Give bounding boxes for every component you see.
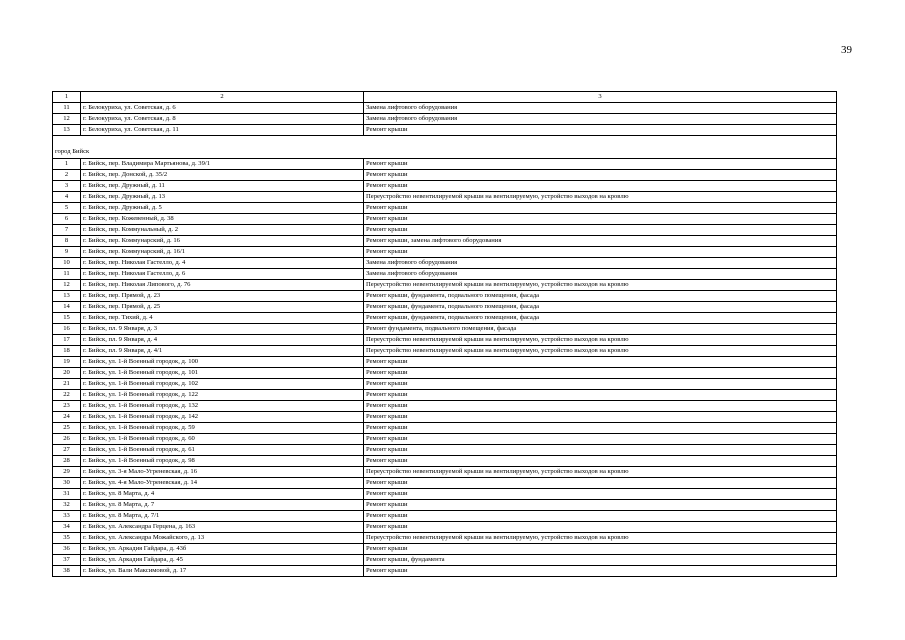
row-work: Ремонт крыши, фундамента, подвального помещения, фасада: [364, 313, 837, 324]
row-address: г. Бийск, пер. Николая Гастелло, д. 4: [81, 258, 364, 269]
table-row: [53, 489, 837, 500]
row-number: 30: [53, 478, 81, 489]
row-number: 36: [53, 544, 81, 555]
table-row: [53, 566, 837, 577]
row-address: г. Бийск, ул. Александра Герцена, д. 163: [81, 522, 364, 533]
row-work: Ремонт крыши: [364, 478, 837, 489]
row-number: 9: [53, 247, 81, 258]
table-row: [53, 125, 837, 136]
table-row: [53, 214, 837, 225]
row-address: г. Бийск, ул. 1-й Военный городок, д. 98: [81, 456, 364, 467]
row-number: 31: [53, 489, 81, 500]
table-row: [53, 291, 837, 302]
row-number: 27: [53, 445, 81, 456]
row-number: 26: [53, 434, 81, 445]
row-address: г. Бийск, пер. Николая Гастелло, д. 6: [81, 269, 364, 280]
repair-register-table: [52, 91, 837, 577]
row-work: Ремонт фундамента, подвального помещения, фасада: [364, 324, 837, 335]
row-work: Переустройство невентилируемой крыши на вентилируемую, устройство выходов на кровлю: [364, 192, 837, 203]
row-address: г. Бийск, ул. 1-й Военный городок, д. 132: [81, 401, 364, 412]
row-address: г. Бийск, пер. Коммунарский, д. 16/1: [81, 247, 364, 258]
row-work: Ремонт крыши: [364, 357, 837, 368]
row-address: г. Бийск, пл. 9 Января, д. 4: [81, 335, 364, 346]
row-work: Ремонт крыши, фундамента, подвального помещения, фасада: [364, 302, 837, 313]
row-number: 13: [53, 125, 81, 136]
row-address: г. Бийск, пл. 9 Января, д. 4/1: [81, 346, 364, 357]
row-number: 11: [53, 103, 81, 114]
table-row: [53, 533, 837, 544]
row-number: 10: [53, 258, 81, 269]
table-row: [53, 225, 837, 236]
section-title: город Бийск: [53, 136, 837, 159]
row-number: 13: [53, 291, 81, 302]
row-work: Ремонт крыши: [364, 225, 837, 236]
row-address: г. Бийск, ул. 1-й Военный городок, д. 102: [81, 379, 364, 390]
row-address: г. Белокуриха, ул. Советская, д. 8: [81, 114, 364, 125]
row-work: Ремонт крыши: [364, 401, 837, 412]
row-work: Ремонт крыши: [364, 522, 837, 533]
row-number: 3: [53, 181, 81, 192]
table-row: [53, 423, 837, 434]
row-number: 38: [53, 566, 81, 577]
row-number: 28: [53, 456, 81, 467]
column-number-header-row: [53, 92, 837, 103]
table-row: [53, 170, 837, 181]
table-row: [53, 192, 837, 203]
row-address: г. Бийск, ул. Александра Можайского, д. 13: [81, 533, 364, 544]
row-work: Переустройство невентилируемой крыши на вентилируемую, устройство выходов на кровлю: [364, 280, 837, 291]
row-address: г. Бийск, пер. Коммунальный, д. 2: [81, 225, 364, 236]
table-row: [53, 412, 837, 423]
row-address: г. Бийск, пер. Дружный, д. 11: [81, 181, 364, 192]
section-row: [53, 136, 837, 159]
row-number: 11: [53, 269, 81, 280]
table-row: [53, 302, 837, 313]
table-row: [53, 478, 837, 489]
row-address: г. Бийск, пер. Владимира Мартьянова, д. 39/1: [81, 159, 364, 170]
row-work: Переустройство невентилируемой крыши на вентилируемую, устройство выходов на кровлю: [364, 335, 837, 346]
row-address: г. Бийск, ул. Аркадия Гайдара, д. 43б: [81, 544, 364, 555]
row-number: 33: [53, 511, 81, 522]
row-number: 22: [53, 390, 81, 401]
row-address: г. Бийск, пер. Прямой, д. 23: [81, 291, 364, 302]
table-row: [53, 203, 837, 214]
row-work: Переустройство невентилируемой крыши на вентилируемую, устройство выходов на кровлю: [364, 467, 837, 478]
table-row: [53, 324, 837, 335]
row-number: 12: [53, 280, 81, 291]
table-row: [53, 522, 837, 533]
table-body: [53, 92, 837, 577]
row-work: Переустройство невентилируемой крыши на вентилируемую, устройство выходов на кровлю: [364, 346, 837, 357]
table-row: [53, 456, 837, 467]
row-work: Ремонт крыши: [364, 170, 837, 181]
row-address: г. Бийск, ул. 8 Марта, д. 7: [81, 500, 364, 511]
table-row: [53, 335, 837, 346]
row-work: Замена лифтового оборудования: [364, 103, 837, 114]
row-work: Ремонт крыши, фундамента: [364, 555, 837, 566]
row-work: Ремонт крыши: [364, 181, 837, 192]
row-work: Ремонт крыши, фундамента, подвального помещения, фасада: [364, 291, 837, 302]
table-row: [53, 280, 837, 291]
row-number: 4: [53, 192, 81, 203]
row-number: 34: [53, 522, 81, 533]
row-address: г. Бийск, пер. Коммунарский, д. 16: [81, 236, 364, 247]
row-work: Ремонт крыши: [364, 445, 837, 456]
row-number: 1: [53, 159, 81, 170]
row-work: Ремонт крыши: [364, 423, 837, 434]
row-address: г. Бийск, ул. Вали Максимовой, д. 17: [81, 566, 364, 577]
row-number: 20: [53, 368, 81, 379]
row-address: г. Бийск, пер. Дружный, д. 5: [81, 203, 364, 214]
table-row: [53, 434, 837, 445]
row-work: Ремонт крыши: [364, 368, 837, 379]
row-number: 18: [53, 346, 81, 357]
row-number: 32: [53, 500, 81, 511]
row-work: Ремонт крыши: [364, 390, 837, 401]
table-row: [53, 368, 837, 379]
row-address: г. Бийск, ул. 1-й Военный городок, д. 100: [81, 357, 364, 368]
row-number: 37: [53, 555, 81, 566]
row-address: г. Бийск, пер. Прямой, д. 25: [81, 302, 364, 313]
table-row: [53, 181, 837, 192]
row-number: 25: [53, 423, 81, 434]
row-work: Замена лифтового оборудования: [364, 269, 837, 280]
table-row: [53, 555, 837, 566]
table-row: [53, 258, 837, 269]
row-address: г. Бийск, ул. 1-й Военный городок, д. 142: [81, 412, 364, 423]
table-row: [53, 103, 837, 114]
row-address: г. Бийск, ул. 8 Марта, д. 7/1: [81, 511, 364, 522]
row-number: 7: [53, 225, 81, 236]
table-row: [53, 379, 837, 390]
row-number: 15: [53, 313, 81, 324]
row-work: Замена лифтового оборудования: [364, 114, 837, 125]
row-address: г. Бийск, пер. Кожевенный, д. 38: [81, 214, 364, 225]
row-number: 29: [53, 467, 81, 478]
row-work: Ремонт крыши: [364, 434, 837, 445]
table-row: [53, 346, 837, 357]
row-work: Ремонт крыши: [364, 500, 837, 511]
row-work: Ремонт крыши: [364, 159, 837, 170]
row-number: 16: [53, 324, 81, 335]
row-work: Ремонт крыши: [364, 247, 837, 258]
row-work: Ремонт крыши: [364, 214, 837, 225]
row-number: 35: [53, 533, 81, 544]
row-work: Ремонт крыши: [364, 544, 837, 555]
table-row: [53, 500, 837, 511]
row-number: 12: [53, 114, 81, 125]
table-row: [53, 114, 837, 125]
row-address: г. Бийск, пер. Николая Липового, д. 76: [81, 280, 364, 291]
row-address: г. Бийск, ул. 8 Марта, д. 4: [81, 489, 364, 500]
row-number: 14: [53, 302, 81, 313]
page-number: 39: [841, 44, 852, 56]
row-work: Ремонт крыши: [364, 379, 837, 390]
row-address: г. Бийск, ул. 1-й Военный городок, д. 101: [81, 368, 364, 379]
row-address: г. Бийск, ул. 3-я Мало-Угреневская, д. 16: [81, 467, 364, 478]
row-address: г. Бийск, ул. 1-й Военный городок, д. 61: [81, 445, 364, 456]
table-row: [53, 511, 837, 522]
row-work: Переустройство невентилируемой крыши на вентилируемую, устройство выходов на кровлю: [364, 533, 837, 544]
row-address: г. Бийск, пер. Донской, д. 35/2: [81, 170, 364, 181]
row-address: г. Бийск, ул. Аркадия Гайдара, д. 45: [81, 555, 364, 566]
row-work: Ремонт крыши: [364, 489, 837, 500]
column-header-3: 3: [364, 92, 837, 103]
row-work: Ремонт крыши: [364, 125, 837, 136]
row-address: г. Белокуриха, ул. Советская, д. 11: [81, 125, 364, 136]
row-number: 23: [53, 401, 81, 412]
table-row: [53, 544, 837, 555]
row-number: 2: [53, 170, 81, 181]
table-row: [53, 269, 837, 280]
row-number: 19: [53, 357, 81, 368]
table-row: [53, 467, 837, 478]
column-header-1: 1: [53, 92, 81, 103]
row-number: 17: [53, 335, 81, 346]
row-number: 5: [53, 203, 81, 214]
column-header-2: 2: [81, 92, 364, 103]
row-address: г. Бийск, ул. 4-я Мало-Угреневская, д. 14: [81, 478, 364, 489]
row-address: г. Белокуриха, ул. Советская, д. 6: [81, 103, 364, 114]
row-address: г. Бийск, ул. 1-й Военный городок, д. 60: [81, 434, 364, 445]
row-work: Замена лифтового оборудования: [364, 258, 837, 269]
row-work: Ремонт крыши: [364, 511, 837, 522]
table-row: [53, 401, 837, 412]
row-address: г. Бийск, ул. 1-й Военный городок, д. 59: [81, 423, 364, 434]
row-work: Ремонт крыши: [364, 456, 837, 467]
table-row: [53, 236, 837, 247]
row-address: г. Бийск, ул. 1-й Военный городок, д. 122: [81, 390, 364, 401]
row-number: 24: [53, 412, 81, 423]
table-row: [53, 159, 837, 170]
row-work: Ремонт крыши: [364, 412, 837, 423]
row-address: г. Бийск, пер. Тихий, д. 4: [81, 313, 364, 324]
table-row: [53, 247, 837, 258]
table-row: [53, 357, 837, 368]
row-address: г. Бийск, пер. Дружный, д. 13: [81, 192, 364, 203]
row-number: 21: [53, 379, 81, 390]
table-row: [53, 390, 837, 401]
table-row: [53, 445, 837, 456]
row-work: Ремонт крыши, замена лифтового оборудования: [364, 236, 837, 247]
row-number: 6: [53, 214, 81, 225]
row-number: 8: [53, 236, 81, 247]
row-work: Ремонт крыши: [364, 566, 837, 577]
row-address: г. Бийск, пл. 9 Января, д. 3: [81, 324, 364, 335]
row-work: Ремонт крыши: [364, 203, 837, 214]
table-row: [53, 313, 837, 324]
